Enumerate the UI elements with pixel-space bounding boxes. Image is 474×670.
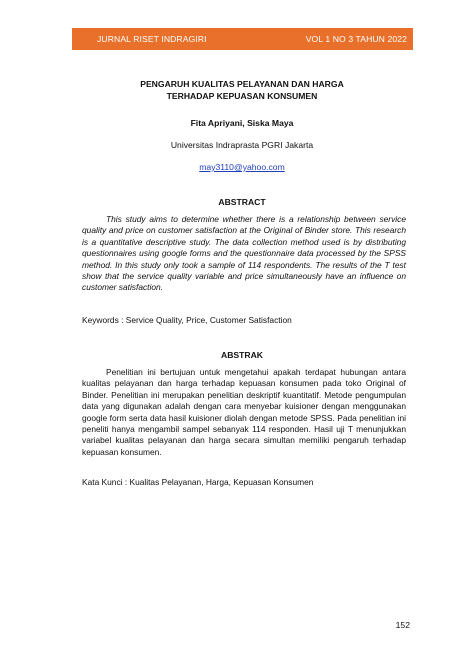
journal-name: JURNAL RISET INDRAGIRI [97,34,207,44]
journal-header-bar [72,28,413,50]
article-authors: Fita Apriyani, Siska Maya [190,118,294,128]
author-email [72,161,412,173]
abstract-keywords: Keywords : Service Quality, Price, Customer Satisfaction [82,315,292,325]
abstrak-body: Penelitian ini bertujuan untuk mengetahui apakah terdapat hubungan antara kualitas pelayanan dan harga terhadap kepuasan konsumen pada toko Original of Binder. Penelitian ini merupakan penelitian deskriptif kuantitatif. Metode pengumpulan data yang digunakan adalah dengan cara menyebar kuisioner dengan menggunakan google form serta data hasil kuisioner diolah dengan metode SPSS. Pada penelitian ini peneliti hanya mengambil sampel sebanyak 114 responden. Hasil uji T menunjukkan variabel kualitas pelayanan dan harga secara simultan memiliki pengaruh terhadap kepuasan konsumen. [82,367,406,457]
article-title-line-2: TERHADAP KEPUASAN KONSUMEN [166,91,318,101]
author-email-link[interactable]: may3110@yahoo.com [199,162,285,172]
page-number: 152 [395,620,410,630]
journal-volume: VOL 1 NO 3 TAHUN 2022 [305,34,407,44]
abstract-heading: ABSTRACT [218,197,266,207]
article-title [72,78,412,102]
abstrak-keywords: Kata Kunci : Kualitas Pelayanan, Harga, Kepuasan Konsumen [82,477,314,487]
abstract-body: This study aims to determine whether there is a relationship between service quality and price on customer satisfaction at the Original of Binder store. This research is a quantitative descriptive study. The data collection method used is by distributing questionnaires using google forms and the questionnaire data processed by the SPSS method. In this study only took a sample of 114 respondents. The results of the T test show that the service quality variable and price simultaneously have an influence on customer satisfaction. [82,214,406,293]
article-title-line-1: PENGARUH KUALITAS PELAYANAN DAN HARGA [140,79,344,89]
abstrak-heading: ABSTRAK [220,350,263,360]
author-affiliation: Universitas Indraprasta PGRI Jakarta [170,140,314,150]
